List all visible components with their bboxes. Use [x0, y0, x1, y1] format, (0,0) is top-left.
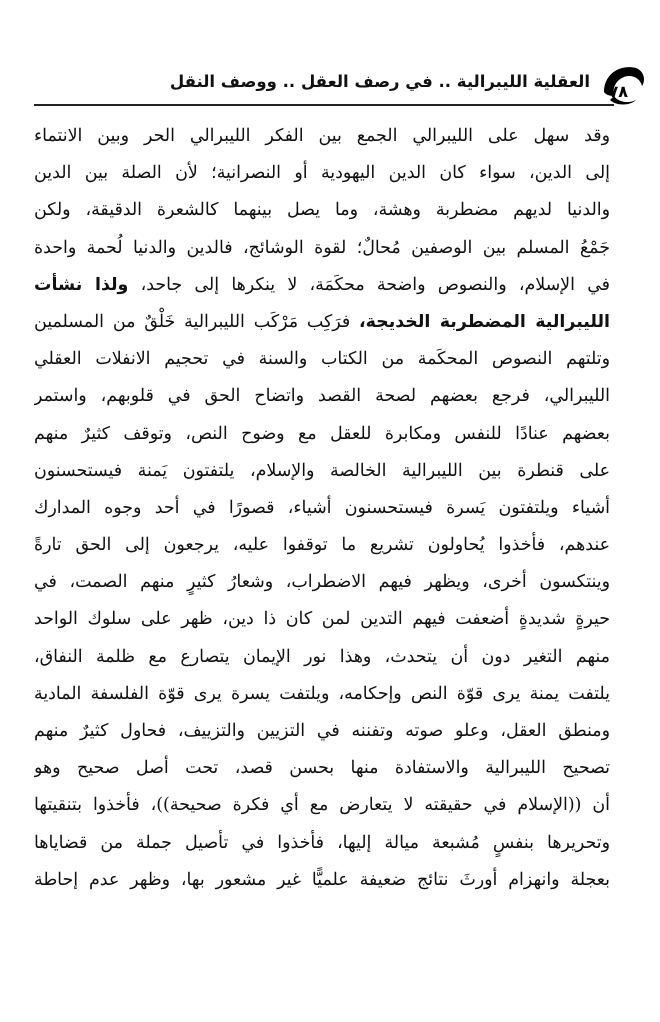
running-title: العقلية الليبرالية .. في رصف العقل .. ووصف النقل [169, 72, 590, 91]
text-line: ومنطق العقل، وعلو صوته وتفننه في التزيين والتزييف، فحاول كثيرٌ منهم [34, 721, 610, 741]
text-line: وتلتهم النصوص المحكَمة من الكتاب والسنة في تحجيم الانفلات العقلي [34, 349, 610, 370]
text-line: إلى الدين، سواء كان الدين اليهودية أو النصرانية؛ لأن الصلة بين الدين [34, 163, 610, 184]
text-line: يلتفت يمنة يرى قوّة النص وإحكامه، ويلتفت يسرة يرى قوّة الفلسفة المادية [34, 683, 610, 704]
text-line: في الإسلام، والنصوص واضحة محكَمَة، لا ينكرها إلى جاحد، ولذا نشأت [34, 274, 610, 295]
text-line: منهم التغير دون أن يتحدث، وهذا نور الإيمان يتصارع مع ظلمة النفاق، [34, 646, 610, 667]
text-line: والدنيا لديهم مضطربة وهشة، وما يصل بينهما كالشعرة الدقيقة، ولكن [34, 200, 610, 221]
text-line: الليبرالي، فرجع بعضهم لصحة القصد واتضاح الحق في قلوبهم، واستمر [34, 386, 610, 407]
text-line: أن ((الإسلام في حقيقته لا يتعارض مع أي فكرة صحيحة))، فأخذوا بتنقيتها [34, 795, 610, 816]
text-line: وينتكسون أخرى، ويظهر فيهم الاضطراب، وشعارُ كثيرٍ منهم الصمت، في [34, 572, 610, 593]
text-line: حيرةٍ شديدةٍ أضعفت فيهم التدين لمن كان ذا دين، ظهر على سلوك الواحد [34, 609, 610, 630]
text-line: على قنطرة بين الليبرالية الخالصة والإسلام، يلتفتون يَمنة فيستحسنون [34, 460, 610, 481]
text-line: الليبرالية المضطربة الخديجة، فرَكِب مَرْكَب الليبرالية خَلْقٌ من المسلمين [34, 311, 610, 332]
text-line: تصحيح الليبرالية والاستفادة منها بحسن قصد، تحت أصل صحيح وهو [34, 758, 610, 779]
text-line: بعجلة وانهزام أورثَ نتائج ضعيفة علميًّا غير مشعور بها، وظهر عدم إحاطة [34, 869, 610, 890]
text-line: وتحريرها بنفسٍ مُشبعة ميالة إليها، فأخذوا في تأصيل جملة من قضاياها [34, 832, 610, 853]
page-number: ٧٨ [608, 82, 628, 101]
bold-phrase: ولذا نشأت [34, 274, 129, 295]
header-divider [34, 104, 614, 106]
text-line: جَمْعُ المسلم بين الوصفين مُحالٌ؛ لقوة الوشائج، فالدين والدنيا لُحمة واحدة [34, 237, 610, 258]
text-line: أشياء ويلتفتون يَسرة فيستحسنون أشياء، قصورًا في أحد وجوه المدارك [34, 497, 610, 518]
text-line: بعضهم عنادًا للنفس ومكابرة للعقل مع وضوح النص، وتوقف كثيرٌ منهم [34, 423, 610, 444]
text-line: عندهم، فأخذوا يُحاولون تشريع ما توقفوا عليه، يرجعون إلى الحق تارةً [34, 535, 610, 556]
page-header [34, 62, 646, 106]
bold-phrase: الليبرالية المضطربة الخديجة، [359, 311, 610, 332]
text-line: وقد سهل على الليبرالي الجمع بين الفكر الليبرالي الحر وبين الانتماء [34, 126, 610, 146]
body-text [34, 118, 610, 899]
